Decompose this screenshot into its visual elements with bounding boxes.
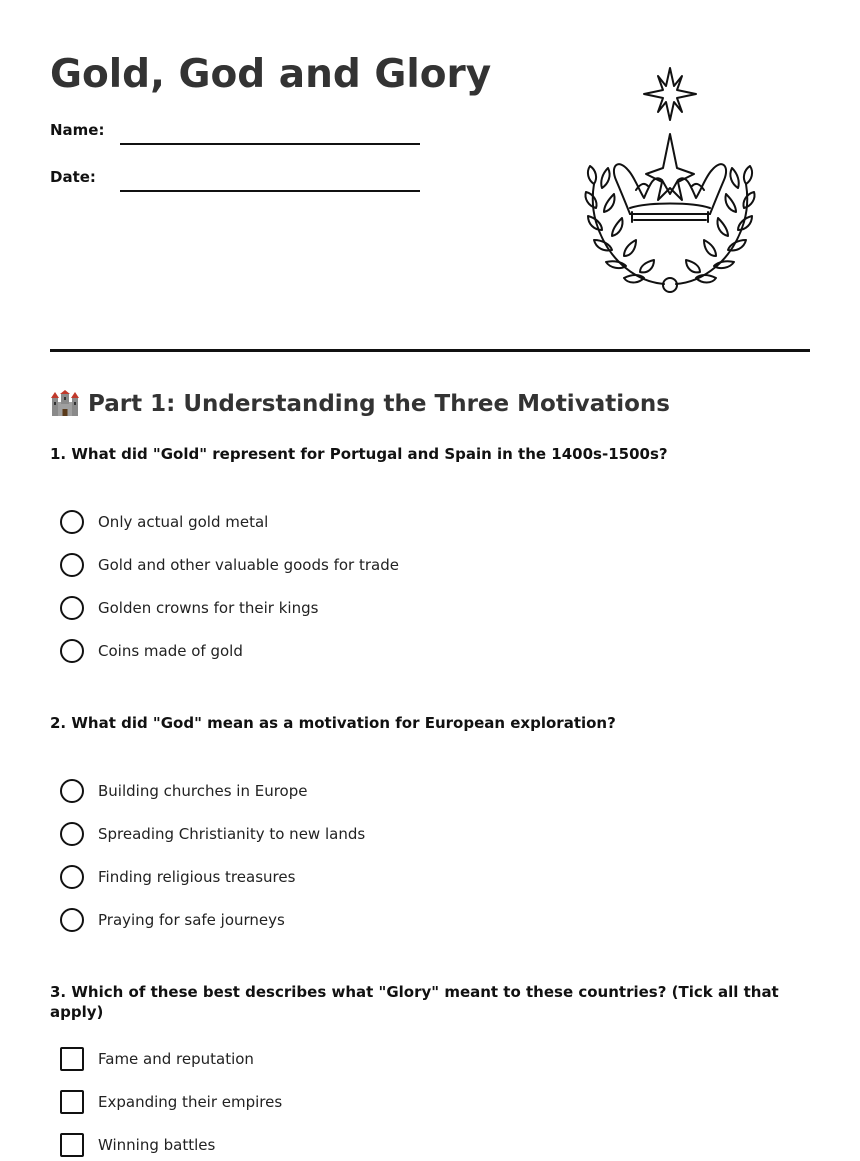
date-label: Date: <box>50 168 96 186</box>
option-label: Expanding their empires <box>98 1093 283 1111</box>
q2-option-2[interactable] <box>60 821 365 847</box>
radio-button[interactable] <box>60 596 84 620</box>
part1-title-text: Part 1: Understanding the Three Motivations <box>88 391 670 417</box>
checkbox[interactable] <box>60 1133 84 1157</box>
q1-option-3[interactable] <box>60 595 318 621</box>
star-icon <box>644 68 696 120</box>
option-label: Praying for safe journeys <box>98 911 285 929</box>
q1-option-1[interactable] <box>60 509 268 535</box>
name-field-line[interactable] <box>120 143 420 145</box>
castle-icon <box>50 390 80 418</box>
q2-option-1[interactable] <box>60 778 307 804</box>
laurel-right-icon <box>676 184 747 284</box>
option-label: Spreading Christianity to new lands <box>98 825 366 843</box>
radio-button[interactable] <box>60 639 84 663</box>
option-label: Coins made of gold <box>98 642 243 660</box>
crown-star-icon <box>646 134 694 200</box>
q2-option-4[interactable] <box>60 907 285 933</box>
radio-button[interactable] <box>60 822 84 846</box>
option-label: Golden crowns for their kings <box>98 599 319 617</box>
checkbox[interactable] <box>60 1047 84 1071</box>
name-label: Name: <box>50 121 105 139</box>
worksheet-header <box>50 0 810 352</box>
option-label: Winning battles <box>98 1136 216 1154</box>
q2-option-3[interactable] <box>60 864 295 890</box>
q3-option-1[interactable] <box>60 1046 254 1072</box>
radio-button[interactable] <box>60 553 84 577</box>
option-label: Building churches in Europe <box>98 782 308 800</box>
checkbox[interactable] <box>60 1090 84 1114</box>
q1-option-4[interactable] <box>60 638 243 664</box>
q3-option-2[interactable] <box>60 1089 282 1115</box>
option-label: Finding religious treasures <box>98 868 296 886</box>
option-label: Fame and reputation <box>98 1050 254 1068</box>
q3-option-3[interactable] <box>60 1132 215 1158</box>
crown-laurel-emblem-icon <box>578 62 764 298</box>
radio-button[interactable] <box>60 908 84 932</box>
radio-button[interactable] <box>60 865 84 889</box>
date-field-line[interactable] <box>120 190 420 192</box>
q1-option-2[interactable] <box>60 552 399 578</box>
worksheet-title: Gold, God and Glory <box>50 52 492 97</box>
worksheet-page <box>50 0 810 1154</box>
laurel-left-icon <box>593 184 664 284</box>
option-label: Only actual gold metal <box>98 513 269 531</box>
question-3: 3. Which of these best describes what "Glory" meant to these countries? (Tick all that apply) <box>50 983 779 1021</box>
option-label: Gold and other valuable goods for trade <box>98 556 399 574</box>
radio-button[interactable] <box>60 510 84 534</box>
radio-button[interactable] <box>60 779 84 803</box>
part1-title <box>50 388 670 420</box>
question-2: 2. What did "God" mean as a motivation for European exploration? <box>50 714 616 732</box>
header-divider <box>50 349 810 352</box>
question-1: 1. What did "Gold" represent for Portugal and Spain in the 1400s-1500s? <box>50 445 668 463</box>
